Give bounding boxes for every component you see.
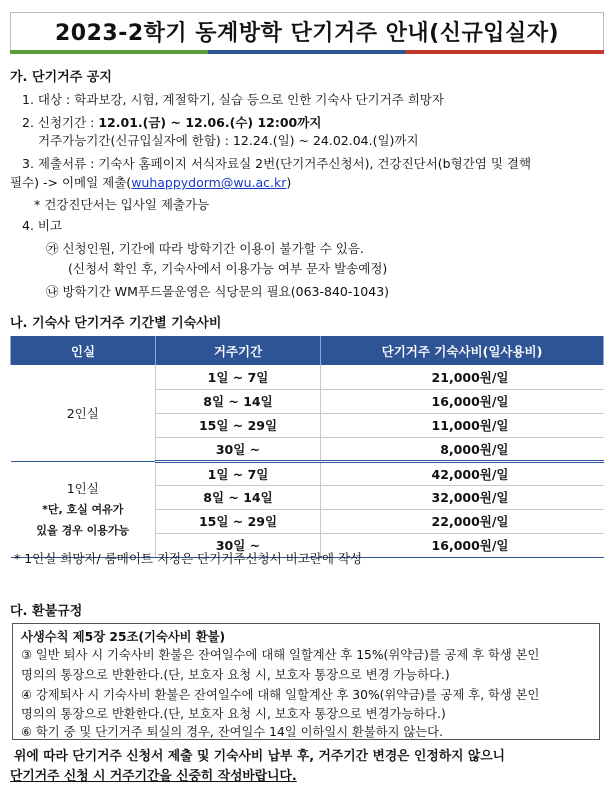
- closing-notice-line1: 위에 따라 단기거주 신청서 제출 및 기숙사비 납부 후, 거주기간 변경은 인정하지 않으니: [14, 749, 505, 764]
- refund-rule-box: [12, 623, 600, 740]
- period-label: 2. 신청기간 :: [22, 115, 99, 130]
- room-request-note: * 1인실 희망자/ 룸메이트 지정은 단기거주신청서 비고란에 작성: [14, 551, 363, 566]
- room-condition-line2: 있을 경우 이용가능: [36, 523, 130, 537]
- section-b-heading: 나. 기숙사 단기거주 기간별 기숙사비: [10, 316, 222, 331]
- room-condition-line1: *단, 호실 여유가: [42, 502, 124, 516]
- notice-item-period: [22, 113, 321, 131]
- fee-cell: 16,000원/일: [321, 533, 604, 557]
- title-bar-segment-red: [406, 50, 604, 54]
- period-cell: 15일 ~ 29일: [156, 509, 321, 533]
- fee-cell: 16,000원/일: [321, 389, 604, 413]
- fee-cell: 11,000원/일: [321, 413, 604, 437]
- page-title: 2023-2학기 동계방학 단기거주 안내(신규입실자): [54, 21, 560, 46]
- table-header-row: [11, 336, 604, 365]
- email-link[interactable]: wuhappydorm@wu.ac.kr: [131, 175, 287, 190]
- remark-b: ㉯ 방학기간 WM푸드몰운영은 식당문의 필요(063-840-1043): [46, 284, 390, 299]
- period-cell: 1일 ~ 7일: [156, 365, 321, 389]
- documents-email-post: ): [286, 175, 292, 190]
- table-row: [11, 365, 604, 389]
- title-box: [10, 12, 604, 50]
- rates-table: [10, 336, 604, 558]
- remark-a-sub: (신청서 확인 후, 기숙사에서 이용가능 여부 문자 발송예정): [68, 261, 388, 276]
- notice-item-remarks: 4. 비고: [22, 218, 63, 233]
- fee-cell: 42,000원/일: [321, 461, 604, 485]
- notice-item-documents: 3. 제출서류 : 기숙사 홈페이지 서식자료실 2번(단기거주신청서), 건강진단서(b형간염 및 결핵: [22, 156, 532, 171]
- rule-line: 명의의 통장으로 반환한다.(단, 보호자 요청 시, 보호자 통장으로 변경가능하다.): [21, 707, 446, 721]
- period-cell: 8일 ~ 14일: [156, 389, 321, 413]
- period-cell: 15일 ~ 29일: [156, 413, 321, 437]
- rule-line: ④ 강제퇴사 시 기숙사비 환불은 잔여일수에 대해 일할계산 후 30%(위약금)를 공제 후, 학생 본인: [21, 688, 540, 702]
- period-cell: 30일 ~: [156, 437, 321, 461]
- column-header-room: 인실: [11, 336, 156, 365]
- room-label: 1인실: [66, 480, 99, 496]
- column-header-period: 거주기간: [156, 336, 321, 365]
- room-type-single: [11, 461, 156, 557]
- rule-line: ③ 일반 퇴사 시 기숙사비 환불은 잔여일수에 대해 일할계산 후 15%(위약금)를 공제 후 학생 본인: [21, 648, 540, 662]
- period-cell: 1일 ~ 7일: [156, 461, 321, 485]
- rule-line: ⑥ 학기 중 및 단기거주 퇴실의 경우, 잔여일수 14일 이하일시 환불하지 않는다.: [21, 725, 443, 739]
- fee-cell: 21,000원/일: [321, 365, 604, 389]
- rule-line: 명의의 통장으로 반환한다.(단, 보호자 요청 시, 보호자 통장으로 변경 가능하다.): [21, 668, 450, 682]
- fee-cell: 22,000원/일: [321, 509, 604, 533]
- section-c-heading: 다. 환불규정: [10, 604, 83, 619]
- remark-a: ㉮ 신청인원, 기간에 따라 방학기간 이용이 불가할 수 있음.: [46, 241, 364, 256]
- notice-item-target: 1. 대상 : 학과보강, 시험, 계절학기, 실습 등으로 인한 기숙사 단기거주 희망자: [22, 92, 444, 107]
- fee-cell: 32,000원/일: [321, 485, 604, 509]
- period-cell: 30일 ~: [156, 533, 321, 557]
- rule-title: 사생수칙 제5장 25조(기숙사비 환불): [21, 630, 226, 644]
- table-row: [11, 461, 604, 485]
- closing-notice-line2: 단기거주 신청 시 거주기간을 신중히 작성바랍니다.: [10, 769, 297, 784]
- health-cert-note: * 건강진단서는 입사일 제출가능: [34, 197, 210, 212]
- room-label: 2인실: [66, 405, 99, 421]
- section-a-heading: 가. 단기거주 공지: [10, 70, 112, 85]
- stay-period-text: 거주가능기간(신규입실자에 한함) : 12.24.(일) ~ 24.02.04.(일)까지: [38, 133, 419, 148]
- fee-cell: 8,000원/일: [321, 437, 604, 461]
- documents-email-line: [10, 173, 291, 191]
- column-header-fee: 단기거주 기숙사비(일사용비): [321, 336, 604, 365]
- title-bar-segment-blue: [208, 50, 406, 54]
- period-cell: 8일 ~ 14일: [156, 485, 321, 509]
- documents-email-pre: 필수) -> 이메일 제출(: [10, 175, 132, 190]
- title-color-bar: [10, 50, 604, 54]
- room-type-double: [11, 365, 156, 461]
- title-bar-segment-green: [10, 50, 208, 54]
- period-value: 12.01.(금) ~ 12.06.(수) 12:00까지: [98, 115, 322, 130]
